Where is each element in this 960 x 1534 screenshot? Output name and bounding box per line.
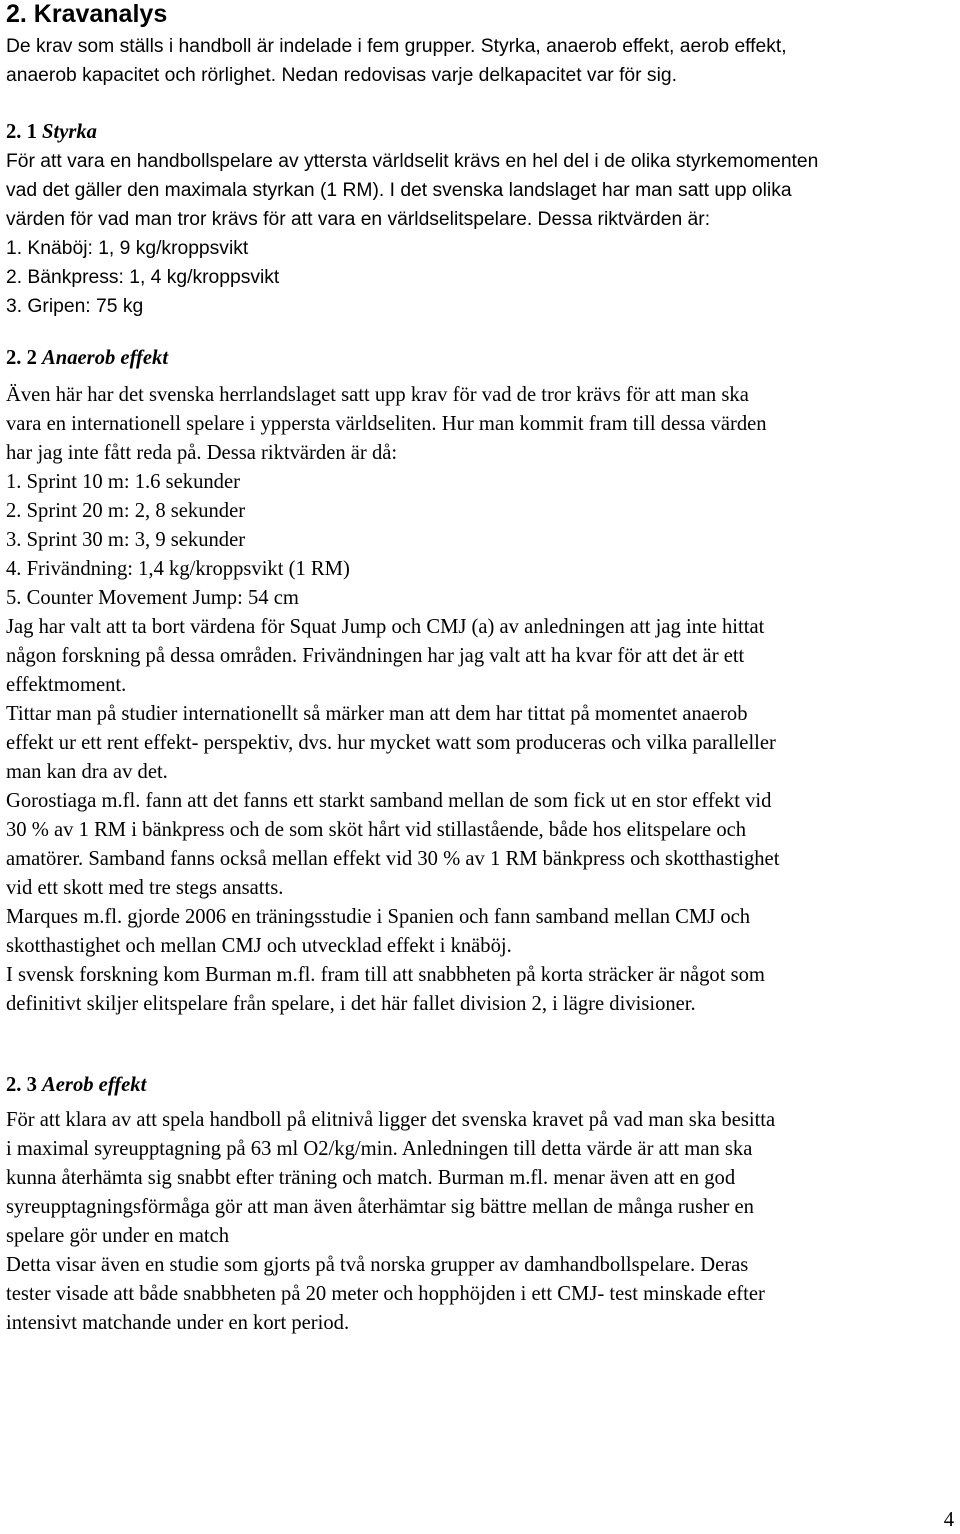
body-line: För att klara av att spela handboll på elitnivå ligger det svenska kravet på vad man ska besitta: [6, 1109, 776, 1131]
list-item: 1. Knäböj: 1, 9 kg/kroppsvikt: [6, 238, 249, 259]
section-number: 2. 3: [6, 1074, 37, 1096]
body-line: För att vara en handbollspelare av yttersta världselit krävs en hel del i de olika styrkemomenten: [6, 151, 819, 172]
body-line: tester visade att både snabbheten på 20 meter och hopphöjden i ett CMJ- test minskade efter: [6, 1283, 765, 1305]
body-line: kunna återhämta sig snabbt efter träning och match. Burman m.fl. menar även att en god: [6, 1167, 736, 1189]
section-heading-aerob-effekt: [6, 1071, 958, 1100]
body-line: Marques m.fl. gjorde 2006 en träningsstudie i Spanien och fann samband mellan CMJ och: [6, 906, 751, 928]
body-line: intensivt matchande under en kort period.: [6, 1312, 350, 1334]
page-number: 4: [943, 1509, 954, 1531]
section-body-styrka: [6, 147, 958, 321]
body-line: 30 % av 1 RM i bänkpress och de som sköt hårt vid stillastående, både hos elitspelare och: [6, 819, 747, 841]
list-item: 2. Bänkpress: 1, 4 kg/kroppsvikt: [6, 267, 280, 288]
section-body-aerob-effekt: [6, 1106, 958, 1338]
body-line: vad det gäller den maximala styrkan (1 RM). I det svenska landslaget har man satt upp olika: [6, 180, 792, 201]
section-number: 2. 2: [6, 347, 37, 369]
section-name: Styrka: [42, 121, 97, 143]
body-line: i maximal syreupptagning på 63 ml O2/kg/min. Anledningen till detta värde är att man ska: [6, 1138, 753, 1160]
intro-line: anaerob kapacitet och rörlighet. Nedan redovisas varje delkapacitet var för sig.: [6, 65, 677, 86]
body-line: syreupptagningsförmåga gör att man även återhämtar sig bättre mellan de många rusher en: [6, 1196, 754, 1218]
body-line: spelare gör under en match: [6, 1225, 230, 1247]
intro-paragraph: [6, 32, 958, 90]
body-line: Tittar man på studier internationellt så märker man att dem har tittat på momentet anaerob: [6, 703, 748, 725]
list-item: 3. Gripen: 75 kg: [6, 296, 144, 317]
body-line: har jag inte fått reda på. Dessa riktvärden är då:: [6, 442, 398, 464]
section-name: Aerob effekt: [42, 1074, 147, 1096]
section-body-anaerob-effekt: [6, 381, 958, 1019]
list-item: 2. Sprint 20 m: 2, 8 sekunder: [6, 500, 246, 522]
body-line: vara en internationell spelare i yppersta världseliten. Hur man kommit fram till dessa värden: [6, 413, 767, 435]
list-item: 1. Sprint 10 m: 1.6 sekunder: [6, 471, 240, 493]
section-heading-styrka: [6, 118, 958, 147]
body-line: Även här har det svenska herrlandslaget satt upp krav för vad de tror krävs för att man ska: [6, 384, 749, 406]
section-number: 2. 1: [6, 121, 37, 143]
body-line: effekt ur ett rent effekt- perspektiv, dvs. hur mycket watt som produceras och vilka paralleller: [6, 732, 776, 754]
body-line: definitivt skiljer elitspelare från spelare, i det här fallet division 2, i lägre divisioner.: [6, 993, 696, 1015]
body-line: skotthastighet och mellan CMJ och utvecklad effekt i knäböj.: [6, 935, 512, 957]
body-line: effektmoment.: [6, 674, 127, 696]
body-line: värden för vad man tror krävs för att vara en världselitspelare. Dessa riktvärden är:: [6, 209, 711, 230]
body-line: Gorostiaga m.fl. fann att det fanns ett starkt samband mellan de som fick ut en stor effekt vid: [6, 790, 772, 812]
body-line: man kan dra av det.: [6, 761, 168, 783]
list-item: 5. Counter Movement Jump: 54 cm: [6, 587, 299, 609]
body-line: I svensk forskning kom Burman m.fl. fram till att snabbheten på korta sträcker är något som: [6, 964, 765, 986]
list-item: 4. Frivändning: 1,4 kg/kroppsvikt (1 RM): [6, 558, 350, 580]
body-line: någon forskning på dessa områden. Frivändningen har jag valt att ha kvar för att det är ett: [6, 645, 745, 667]
body-line: Jag har valt att ta bort värdena för Squat Jump och CMJ (a) av anledningen att jag inte hittat: [6, 616, 765, 638]
section-heading-anaerob-effekt: [6, 344, 958, 373]
body-line: vid ett skott med tre stegs ansatts.: [6, 877, 284, 899]
intro-line: De krav som ställs i handboll är indelade i fem grupper. Styrka, anaerob effekt, aerob effekt,: [6, 36, 787, 57]
body-line: Detta visar även en studie som gjorts på två norska grupper av damhandbollspelare. Deras: [6, 1254, 749, 1276]
section-name: Anaerob effekt: [42, 347, 169, 369]
list-item: 3. Sprint 30 m: 3, 9 sekunder: [6, 529, 246, 551]
page-title: 2. Kravanalys: [6, 0, 168, 28]
body-line: amatörer. Samband fanns också mellan effekt vid 30 % av 1 RM bänkpress och skotthastighet: [6, 848, 780, 870]
